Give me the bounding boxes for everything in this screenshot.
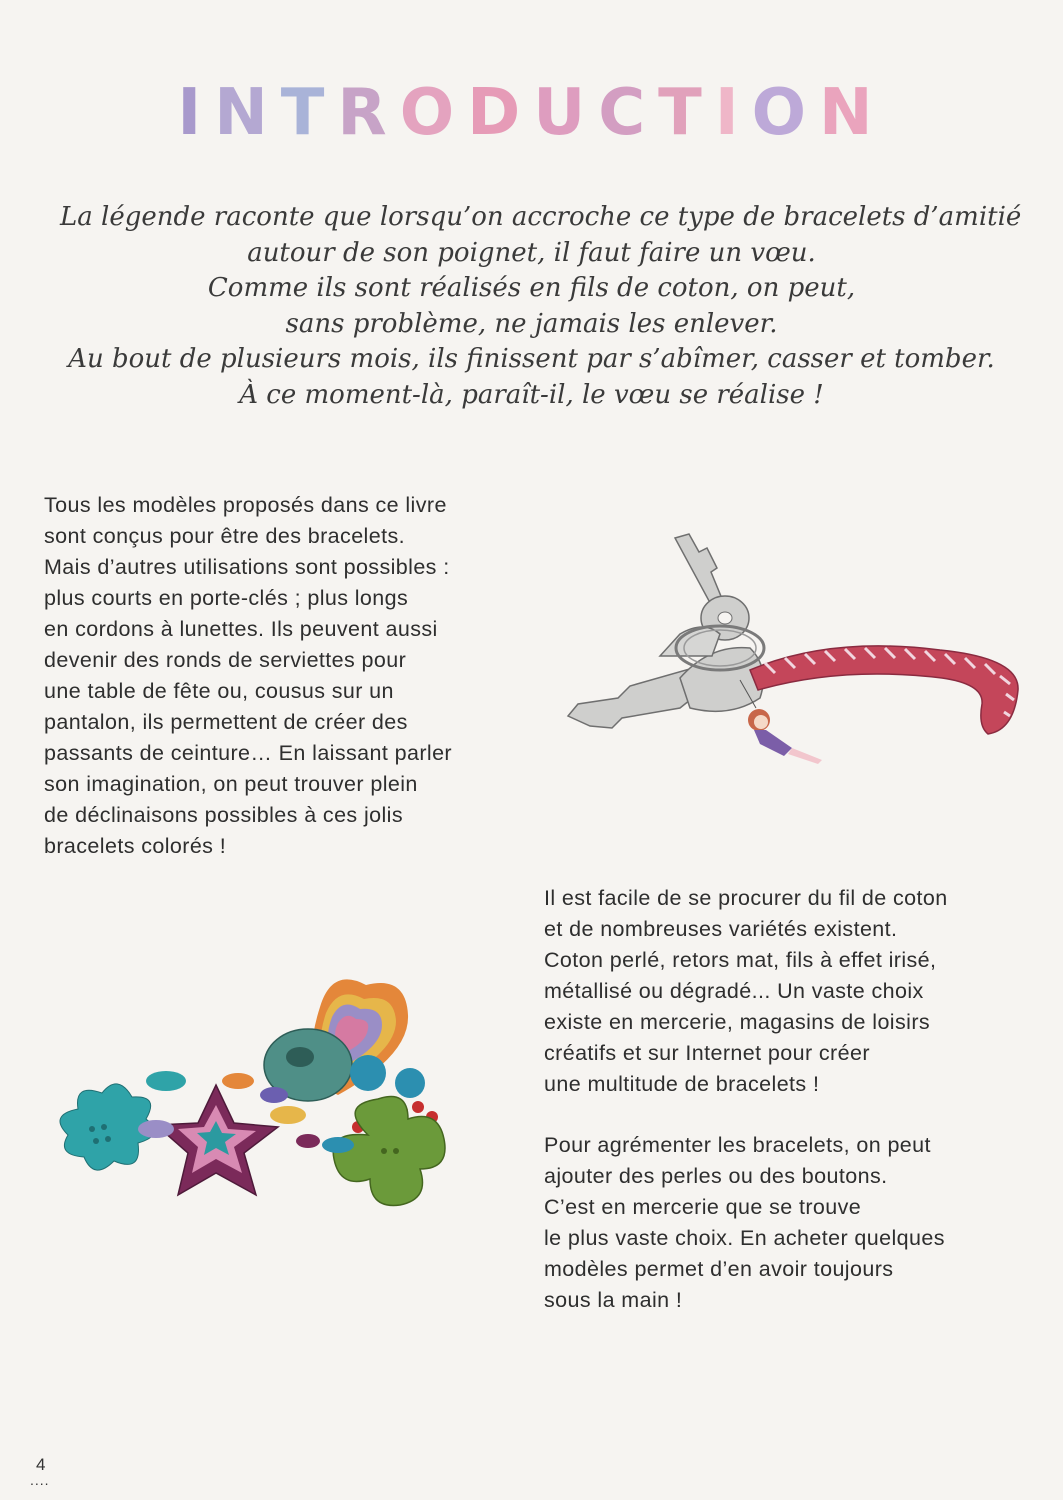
- text-line: son imagination, on peut trouver plein: [44, 772, 418, 796]
- text-line: Il est facile de se procurer du fil de coton: [544, 886, 948, 910]
- text-line: sont conçus pour être des bracelets.: [44, 524, 405, 548]
- legend-paragraph: [60, 200, 1022, 413]
- title-letter: C: [598, 75, 659, 150]
- title-letter: D: [467, 75, 534, 150]
- text-line: en cordons à lunettes. Ils peuvent aussi: [44, 617, 438, 641]
- page-number: 4: [36, 1455, 46, 1474]
- legend-line: Comme ils sont réalisés en fils de coton, on peut,: [207, 273, 856, 303]
- beads-paragraph: [544, 1130, 945, 1316]
- legend-line: autour de son poignet, il faut faire un vœu.: [247, 237, 816, 268]
- title-letter: N: [214, 75, 281, 150]
- text-line: devenir des ronds de serviettes pour: [44, 648, 407, 672]
- text-line: ajouter des perles ou des boutons.: [544, 1164, 888, 1188]
- text-line: pantalon, ils permettent de créer des: [44, 710, 408, 734]
- text-line: de déclinaisons possibles à ces jolis: [44, 803, 403, 827]
- legend-line: La légende raconte que lorsqu’on accroche ce type de bracelets d’amitié: [60, 202, 1022, 232]
- text-line: plus courts en porte-clés ; plus longs: [44, 586, 409, 610]
- title-letter: N: [819, 75, 886, 150]
- key-upper-icon: [675, 534, 749, 640]
- title-letter: I: [714, 75, 752, 150]
- cotton-paragraph: [544, 883, 948, 1100]
- title-letter: R: [337, 75, 400, 150]
- uses-paragraph: [44, 490, 452, 862]
- text-line: Mais d’autres utilisations sont possibles :: [44, 555, 450, 579]
- text-line: modèles permet d’en avoir toujours: [544, 1257, 894, 1281]
- text-line: une multitude de bracelets !: [544, 1072, 820, 1096]
- title-letter: T: [658, 75, 715, 150]
- keys-bracelet-illustration: [560, 530, 1030, 790]
- page-title: [0, 75, 1063, 150]
- text-line: métallisé ou dégradé... Un vaste choix: [544, 979, 924, 1003]
- title-letter: I: [177, 75, 215, 150]
- friendship-bracelet-icon: [750, 646, 1018, 734]
- text-line: sous la main !: [544, 1288, 683, 1312]
- legend-line: À ce moment-là, paraît-il, le vœu se réalise !: [239, 379, 824, 410]
- title-letter: O: [399, 75, 468, 150]
- legend-line: sans problème, ne jamais les enlever.: [285, 308, 778, 339]
- text-line: Coton perlé, retors mat, fils à effet irisé,: [544, 948, 937, 972]
- text-line: et de nombreuses variétés existent.: [544, 917, 898, 941]
- page-number-dots: ....: [30, 1472, 50, 1488]
- text-line: le plus vaste choix. En acheter quelques: [544, 1226, 945, 1250]
- title-letter: O: [751, 75, 820, 150]
- text-line: passants de ceinture… En laissant parler: [44, 741, 452, 765]
- star-button-icon: [156, 1085, 278, 1195]
- title-letter: T: [280, 75, 338, 150]
- text-line: C’est en mercerie que se trouve: [544, 1195, 862, 1219]
- text-line: Tous les modèles proposés dans ce livre: [44, 493, 447, 517]
- text-line: Pour agrémenter les bracelets, on peut: [544, 1133, 931, 1157]
- legend-line: Au bout de plusieurs mois, ils finissent par s’abîmer, casser et tomber.: [68, 344, 995, 374]
- title-letter: U: [533, 75, 599, 150]
- text-line: bracelets colorés !: [44, 834, 227, 858]
- key-lower-icon: [568, 627, 763, 728]
- beads-buttons-illustration: [38, 965, 478, 1215]
- text-line: créatifs et sur Internet pour créer: [544, 1041, 870, 1065]
- text-line: existe en mercerie, magasins de loisirs: [544, 1010, 931, 1034]
- text-line: une table de fête ou, cousus sur un: [44, 679, 394, 703]
